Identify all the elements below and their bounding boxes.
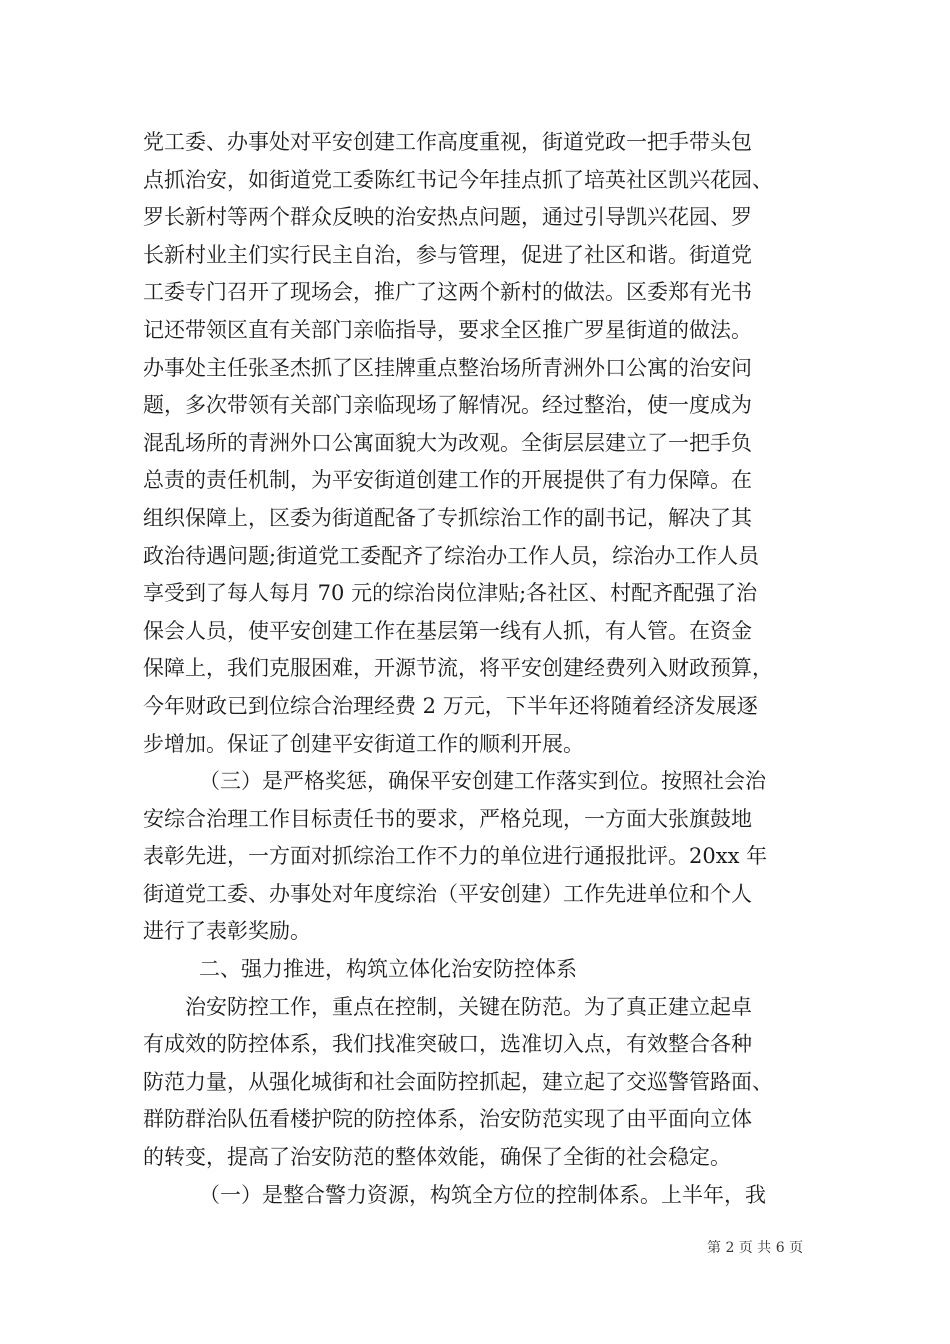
text-line: 保障上，我们克服困难，开源节流，将平安创建经费列入财政预算， [143, 656, 773, 681]
paragraph-start-line: 治安防控工作，重点在控制，关键在防范。为了真正建立起卓 [185, 994, 752, 1019]
text-line: 有成效的防控体系，我们找准突破口，选准切入点，有效整合各种 [143, 1032, 752, 1057]
text-line: 今年财政已到位综合治理经费 2 万元，下半年还将随着经济发展逐 [143, 693, 758, 718]
text-line: 组织保障上，区委为街道配备了专抓综治工作的副书记，解决了其 [143, 505, 752, 530]
text-line: 题，多次带领有关部门亲临现场了解情况。经过整治，使一度成为 [143, 393, 752, 418]
text-line: 长新村业主们实行民主自治，参与管理，促进了社区和谐。街道党 [143, 242, 752, 267]
text-line: 享受到了每人每月 70 元的综治岗位津贴;各社区、村配齐配强了治 [143, 581, 758, 606]
text-line: 进行了表彰奖励。 [143, 919, 311, 944]
text-line: 罗长新村等两个群众反映的治安热点问题，通过引导凯兴花园、罗 [143, 205, 752, 230]
text-line: 总责的责任机制，为平安街道创建工作的开展提供了有力保障。在 [143, 468, 752, 493]
document-body [143, 124, 823, 1214]
paragraph-start-line: （三）是严格奖惩，确保平安创建工作落实到位。按照社会治 [199, 769, 766, 794]
text-line: 政治待遇问题;街道党工委配齐了综治办工作人员，综治办工作人员 [143, 543, 760, 568]
text-line: 混乱场所的青洲外口公寓面貌大为改观。全街层层建立了一把手负 [143, 430, 752, 455]
text-line: 记还带领区直有关部门亲临指导，要求全区推广罗星街道的做法。 [143, 317, 752, 342]
text-line: 步增加。保证了创建平安街道工作的顺利开展。 [143, 731, 584, 756]
text-line: 表彰先进，一方面对抓综治工作不力的单位进行通报批评。20xx 年 [143, 844, 768, 869]
text-line: 的转变，提高了治安防范的整体效能，确保了全街的社会稳定。 [143, 1145, 731, 1170]
text-line: 党工委、办事处对平安创建工作高度重视，街道党政一把手带头包 [143, 130, 752, 154]
text-line: 群防群治队伍看楼护院的防控体系，治安防范实现了由平面向立体 [143, 1107, 752, 1132]
text-line: 保会人员，使平安创建工作在基层第一线有人抓，有人管。在资金 [143, 618, 752, 643]
section-heading: 二、强力推进，构筑立体化治安防控体系 [199, 957, 577, 982]
text-line: 安综合治理工作目标责任书的要求，严格兑现，一方面大张旗鼓地 [143, 806, 752, 831]
text-line: 街道党工委、办事处对年度综治（平安创建）工作先进单位和个人 [143, 881, 752, 906]
text-line: 工委专门召开了现场会，推广了这两个新村的做法。区委郑有光书 [143, 280, 752, 305]
text-line: 点抓治安，如街道党工委陈红书记今年挂点抓了培英社区凯兴花园、 [143, 167, 773, 192]
text-line: 防范力量，从强化城街和社会面防控抓起，建立起了交巡警管路面、 [143, 1069, 773, 1094]
text-line: 办事处主任张圣杰抓了区挂牌重点整治场所青洲外口公寓的治安问 [143, 355, 752, 380]
paragraph-start-line: （一）是整合警力资源，构筑全方位的控制体系。上半年，我 [199, 1182, 766, 1207]
page-number-footer: 第 2 页 共 6 页 [707, 1240, 804, 1256]
